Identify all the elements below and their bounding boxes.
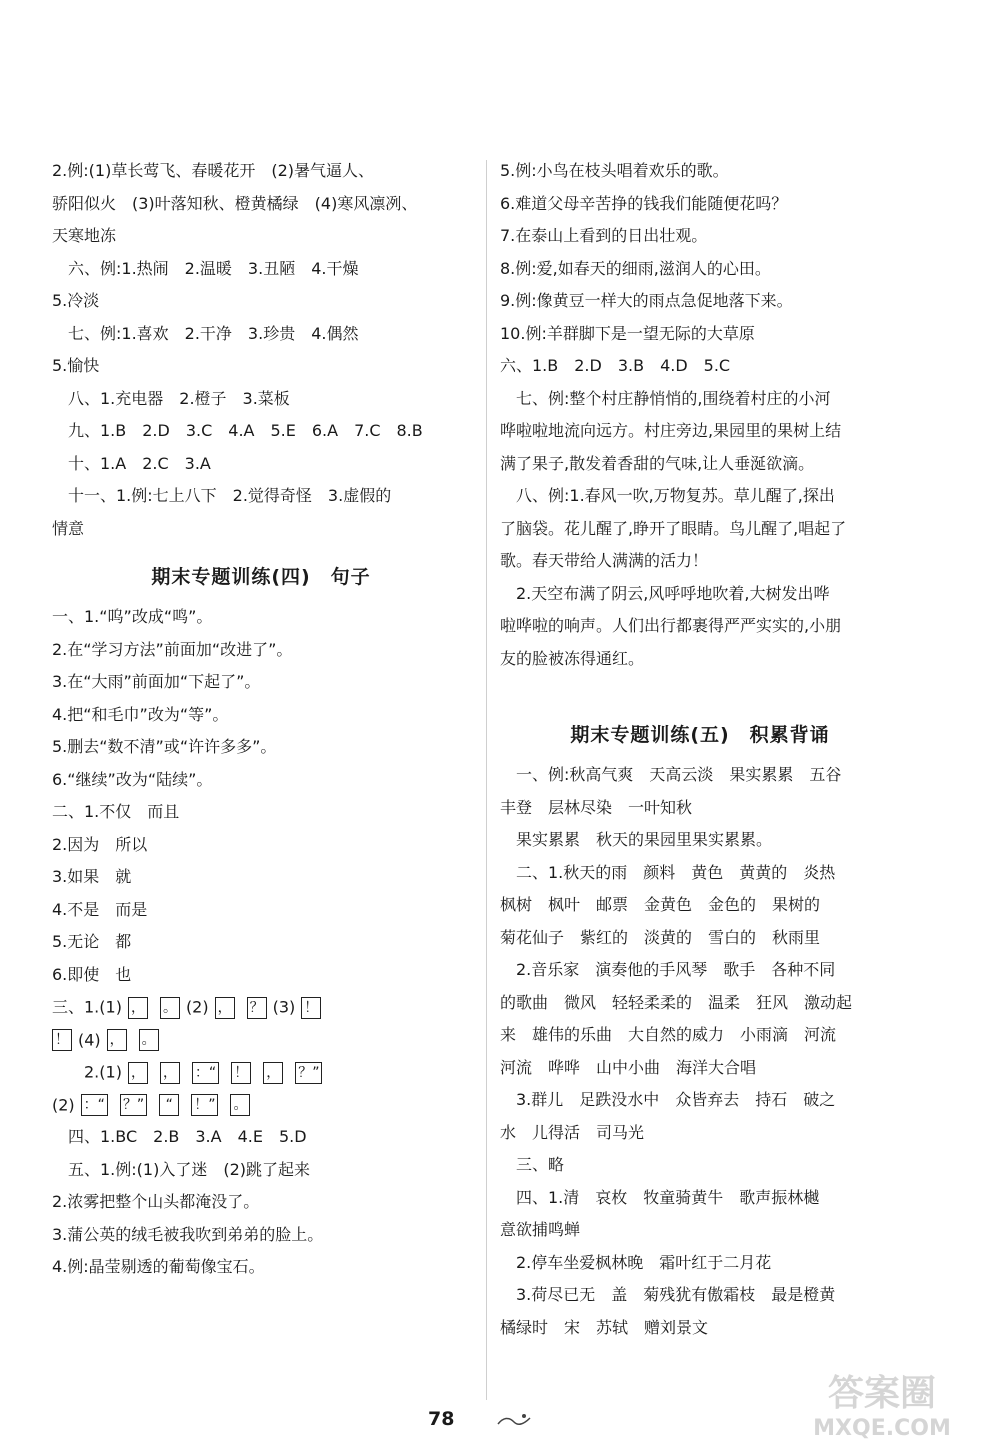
watermark-url: MXQE.COM [813, 1416, 951, 1441]
punct-label: 2.(1) [84, 1062, 122, 1082]
text-line: 10.例:羊群脚下是一望无际的大草原 [500, 323, 755, 343]
text-line: 天寒地冻 [52, 226, 117, 245]
watermark-text: 答案圈 [827, 1373, 937, 1414]
text-line: 8.例:爱,如春天的细雨,滋润人的心田。 [500, 258, 771, 278]
text-line: 3.如果 就 [52, 867, 132, 886]
text-line: 六、例:1.热闹 2.温暖 3.丑陋 4.干燥 [52, 258, 359, 278]
text-line: 6.即使 也 [52, 964, 132, 984]
text-line: 八、1.充电器 2.橙子 3.菜板 [52, 388, 290, 408]
text-line: 2.音乐家 演奏他的手风琴 歌手 各种不同 [500, 960, 836, 979]
text-line: 二、1.不仅 而且 [52, 802, 180, 821]
punct-box: ？” [295, 1062, 322, 1084]
text-line: 丰登 层林尽染 一叶知秋 [500, 797, 693, 817]
text-line: 八、例:1.春风一吹,万物复苏。草儿醒了,探出 [500, 486, 835, 505]
text-line: 一、例:秋高气爽 天高云淡 果实累累 五谷 [500, 765, 842, 784]
punct-box: ， [128, 997, 148, 1019]
punct-label: 三、1.(1) [52, 997, 122, 1017]
punct-box: ？” [120, 1094, 147, 1116]
text-line: 2.天空布满了阴云,风呼呼地吹着,大树发出哗 [500, 583, 830, 603]
text-line: 2.因为 所以 [52, 834, 148, 854]
text-line: 一、1.“呜”改成“鸣”。 [52, 607, 213, 626]
text-line: 河流 哗哗 山中小曲 海洋大合唱 [500, 1057, 757, 1077]
punct-label: (4) [78, 1029, 101, 1049]
punctuation-row [52, 1056, 470, 1089]
punct-box: ， [107, 1029, 127, 1051]
section-title-4: 期末专题训练(四) 句子 [151, 566, 371, 588]
text-line: 六、1.B 2.D 3.B 4.D 5.C [500, 356, 731, 375]
punct-box: ！ [52, 1029, 72, 1051]
punct-box: ？ [247, 997, 267, 1019]
text-line: 5.冷淡 [52, 291, 100, 310]
punct-box: ！ [301, 997, 321, 1019]
section-title-5: 期末专题训练(五) 积累背诵 [570, 724, 830, 746]
punct-box: 。 [139, 1029, 159, 1051]
text-line: 2.停车坐爱枫林晚 霜叶红于二月花 [500, 1252, 772, 1272]
text-line: 5.删去“数不清”或“许许多多”。 [52, 737, 277, 756]
punct-label: (2) [185, 997, 209, 1017]
text-line: 歌。春天带给人满满的活力！ [500, 551, 709, 570]
text-line: 橘绿时 宋 苏轼 赠刘景文 [500, 1317, 709, 1337]
text-line: 四、1.BC 2.B 3.A 4.E 5.D [52, 1127, 307, 1146]
text-line: 4.把“和毛巾”改为“等”。 [52, 704, 229, 724]
text-line: 哗啦啦地流向远方。村庄旁边,果园里的果树上结 [500, 421, 842, 440]
text-line: 6.“继续”改为“陆续”。 [52, 769, 213, 789]
text-line: 4.例:晶莹剔透的葡萄像宝石。 [52, 1257, 265, 1276]
text-line: 七、例:1.喜欢 2.干净 3.珍贵 4.偶然 [52, 323, 359, 343]
punct-box: ， [128, 1062, 148, 1084]
text-line: 4.不是 而是 [52, 899, 148, 919]
text-line: 了脑袋。花儿醒了,睁开了眼睛。鸟儿醒了,唱起了 [500, 518, 847, 538]
text-line: 二、1.秋天的雨 颜料 黄色 黄黄的 炎热 [500, 862, 836, 882]
page-ornament-icon [496, 1410, 532, 1430]
text-line: 2.例:(1)草长莺飞、春暖花开 (2)暑气逼人、 [52, 161, 374, 180]
punct-box: ， [263, 1062, 283, 1084]
text-line: 3.蒲公英的绒毛被我吹到弟弟的脸上。 [52, 1224, 324, 1244]
punct-box: ！ [231, 1062, 251, 1084]
page-number: 78 [428, 1408, 455, 1430]
text-line: 枫树 枫叶 邮票 金黄色 金色的 果树的 [500, 895, 821, 914]
text-line: 的歌曲 微风 轻轻柔柔的 温柔 狂风 激动起 [500, 992, 853, 1012]
text-line: 9.例:像黄豆一样大的雨点急促地落下来。 [500, 291, 793, 310]
text-line: 7.在泰山上看到的日出壮观。 [500, 226, 708, 245]
text-line: 菊花仙子 紫红的 淡黄的 雪白的 秋雨里 [500, 927, 821, 947]
text-line: 九、1.B 2.D 3.C 4.A 5.E 6.A 7.C 8.B [52, 421, 423, 440]
text-line: 6.难道父母辛苦挣的钱我们能随便花吗？ [500, 193, 788, 213]
right-column [500, 155, 900, 1344]
punct-box: ， [160, 1062, 180, 1084]
text-line: 友的脸被冻得通红。 [500, 648, 645, 668]
text-line: 3.在“大雨”前面加“下起了”。 [52, 672, 261, 691]
text-line: 七、例:整个村庄静悄悄的,围绕着村庄的小河 [500, 388, 831, 408]
text-line: 水 儿得活 司马光 [500, 1122, 645, 1142]
text-line: 5.无论 都 [52, 932, 132, 951]
text-line: 2.在“学习方法”前面加“改进了”。 [52, 639, 293, 659]
punct-box: 。 [160, 997, 180, 1019]
punctuation-row [52, 991, 470, 1024]
text-line: 十一、1.例:七上八下 2.觉得奇怪 3.虚假的 [52, 486, 392, 505]
punct-label: (3) [272, 997, 296, 1017]
text-line: 3.荷尽已无 盖 菊残犹有傲霜枝 最是橙黄 [500, 1285, 836, 1304]
text-line: 啦哗啦的响声。人们出行都裹得严严实实的,小朋 [500, 616, 842, 635]
punct-box: ：“ [192, 1062, 219, 1084]
text-line: 骄阳似火 (3)叶落知秋、橙黄橘绿 (4)寒风凛冽、 [52, 193, 418, 213]
punct-label: (2) [52, 1094, 75, 1114]
text-line: 满了果子,散发着香甜的气味,让人垂涎欲滴。 [500, 453, 815, 473]
text-line: 5.愉快 [52, 356, 100, 375]
punctuation-row [52, 1024, 470, 1057]
text-line: 五、1.例:(1)入了迷 (2)跳了起来 [52, 1159, 310, 1179]
punctuation-row [52, 1089, 470, 1122]
punct-box: ， [215, 997, 235, 1019]
text-line: 3.群儿 足跌没水中 众皆弃去 持石 破之 [500, 1090, 836, 1109]
text-line: 2.浓雾把整个山头都淹没了。 [52, 1192, 260, 1211]
text-line: 果实累累 秋天的果园里果实累累。 [500, 830, 773, 849]
text-line: 情意 [52, 518, 85, 538]
text-line: 三、略 [500, 1155, 565, 1174]
watermark-logo-icon [782, 1363, 982, 1443]
column-divider [486, 160, 487, 1400]
text-line: 意欲捕鸣蝉 [500, 1220, 581, 1239]
text-line: 十、1.A 2.C 3.A [52, 453, 211, 473]
punct-box: 。 [230, 1094, 250, 1116]
text-line: 四、1.清 哀枚 牧童骑黄牛 歌声振林樾 [500, 1187, 820, 1207]
punct-box: ！” [191, 1094, 218, 1116]
text-line: 来 雄伟的乐曲 大自然的威力 小雨滴 河流 [500, 1025, 837, 1044]
punct-box: “ [159, 1094, 179, 1116]
text-line: 5.例:小鸟在枝头唱着欢乐的歌。 [500, 161, 729, 180]
punct-box: ：“ [81, 1094, 108, 1116]
left-column [52, 155, 470, 1284]
